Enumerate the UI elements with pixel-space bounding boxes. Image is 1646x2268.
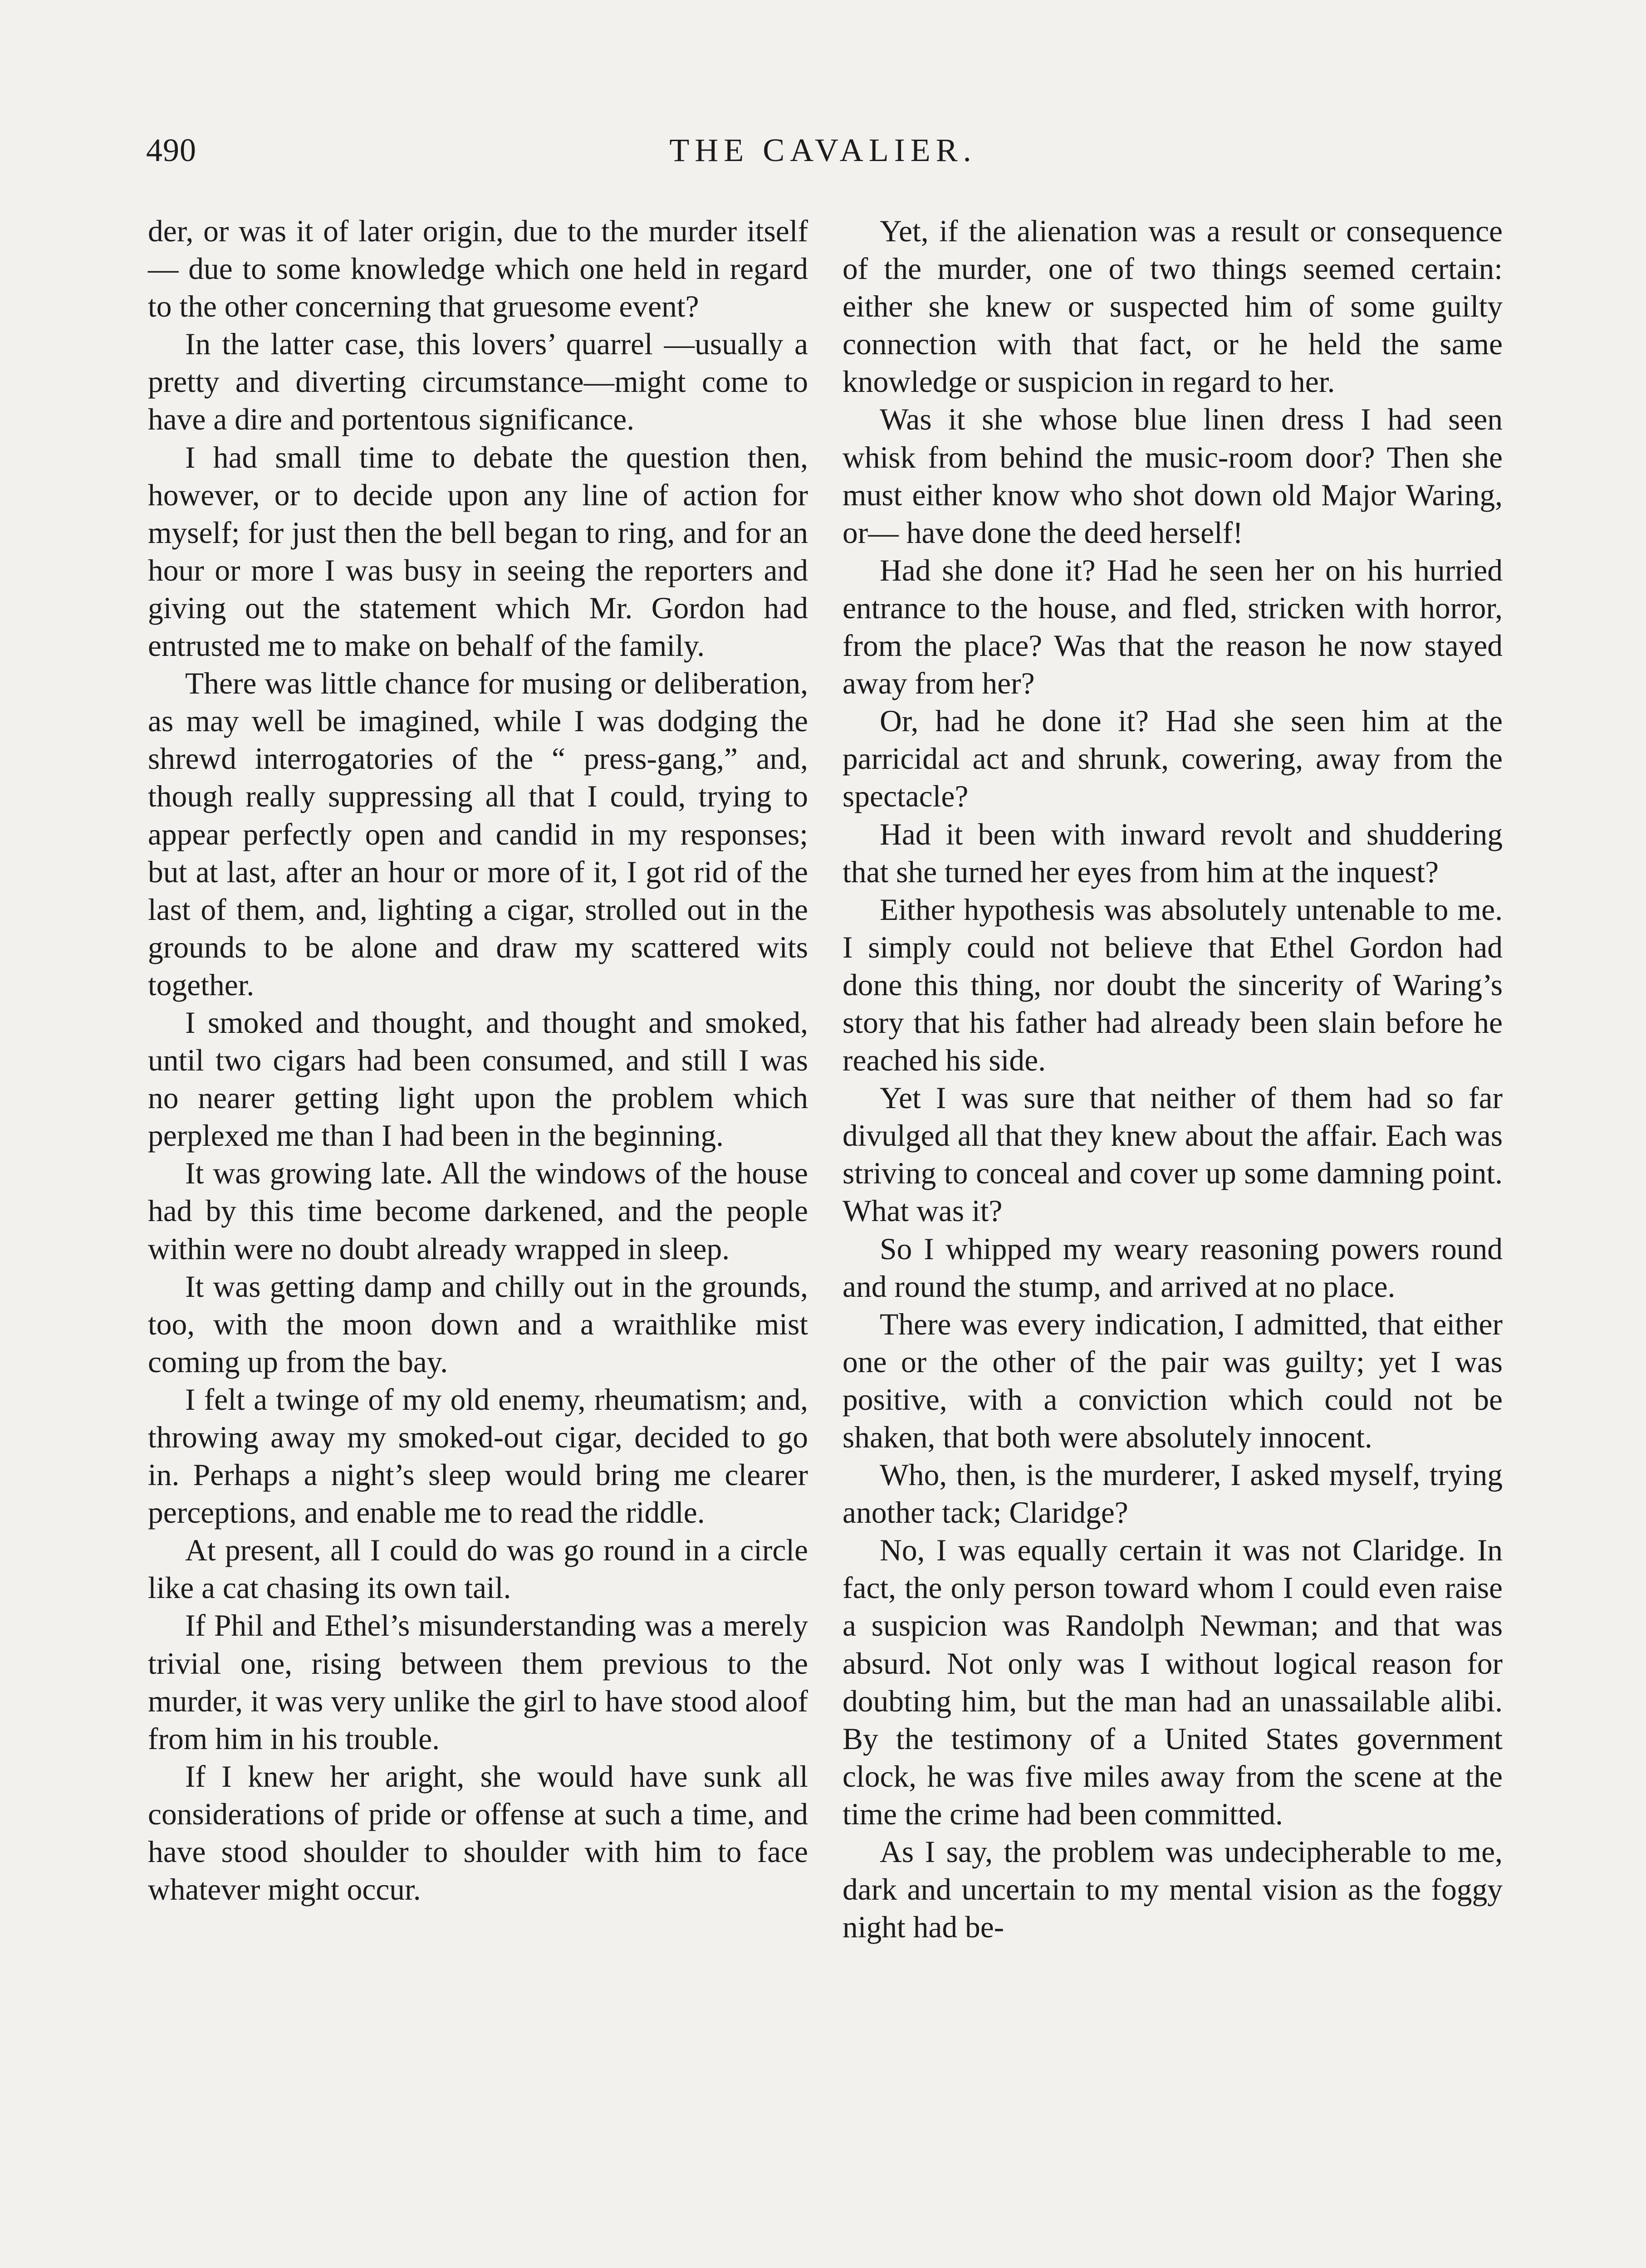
paragraph: Was it she whose blue linen dress I had seen whisk from behind the music-room door? Then she must either know who shot down old Major Waring, or— have done the deed herself! (843, 402, 1503, 550)
paragraph: As I say, the problem was undecipherable to me, dark and uncertain to my mental vision as the foggy night had be- (843, 1835, 1503, 1945)
paragraph: I felt a twinge of my old enemy, rheumatism; and, throwing away my smoked-out cigar, decided to go in. Perhaps a night’s sleep would bring me clearer perceptions, and enable me to read the riddle. (148, 1382, 808, 1530)
paragraph: If Phil and Ethel’s misunderstanding was a merely trivial one, rising between them previous to the murder, it was very unlike the girl to have stood aloof from him in his trouble. (148, 1608, 808, 1756)
paragraph: Yet I was sure that neither of them had so far divulged all that they knew about the affair. Each was striving to conceal and cover up some damning point. What was it? (843, 1081, 1503, 1228)
paragraph: Yet, if the alienation was a result or consequence of the murder, one of two things seemed certain: either she knew or suspected him of some guilty connection with that fact, or he held the same knowledge or suspicion in regard to her. (843, 214, 1503, 399)
paragraph: In the latter case, this lovers’ quarrel —usually a pretty and diverting circumstance—might come to have a dire and portentous significance. (148, 327, 808, 437)
left-text-column (148, 212, 808, 1908)
page-header (146, 127, 1500, 191)
paragraph: It was getting damp and chilly out in the grounds, too, with the moon down and a wraithlike mist coming up from the bay. (148, 1269, 808, 1379)
paragraph: I smoked and thought, and thought and smoked, until two cigars had been consumed, and still I was no nearer getting light upon the problem which perplexed me than I had been in the beginning. (148, 1005, 808, 1153)
right-text-column (843, 212, 1503, 1946)
page-number: 490 (146, 132, 196, 168)
paragraph: Had she done it? Had he seen her on his hurried entrance to the house, and fled, stricken with horror, from the place? Was that the reason he now stayed away from her? (843, 553, 1503, 701)
paragraph: If I knew her aright, she would have sunk all considerations of pride or offense at such a time, and have stood shoulder to shoulder with him to face whatever might occur. (148, 1759, 808, 1907)
paragraph: There was little chance for musing or deliberation, as may well be imagined, while I was dodging the shrewd interrogatories of the “ press-gang,” and, though really suppressing all that I could, trying to appear perfectly open and candid in my responses; but at last, after an hour or more of it, I got rid of the last of them, and, lighting a cigar, strolled out in the grounds to be alone and draw my scattered wits together. (148, 666, 808, 1002)
paragraph: Or, had he done it? Had she seen him at the parricidal act and shrunk, cowering, away from the spectacle? (843, 704, 1503, 814)
paragraph: No, I was equally certain it was not Claridge. In fact, the only person toward whom I could even raise a suspicion was Randolph Newman; and that was absurd. Not only was I without logical reason for doubting him, but the man had an unassailable alibi. By the testimony of a United States government clock, he was five miles away from the scene at the time the crime had been committed. (843, 1533, 1503, 1831)
paragraph: There was every indication, I admitted, that either one or the other of the pair was guilty; yet I was positive, with a conviction which could not be shaken, that both were absolutely innocent. (843, 1307, 1503, 1454)
paragraph: Either hypothesis was absolutely untenable to me. I simply could not believe that Ethel Gordon had done this thing, nor doubt the sincerity of Waring’s story that his father had already been slain before he reached his side. (843, 892, 1503, 1078)
running-title: THE CAVALIER. (669, 132, 977, 168)
paragraph: I had small time to debate the question then, however, or to decide upon any line of action for myself; for just then the bell began to ring, and for an hour or more I was busy in seeing the reporters and giving out the statement which Mr. Gordon had entrusted me to make on behalf of the family. (148, 440, 808, 663)
paragraph: der, or was it of later origin, due to the murder itself — due to some knowledge which one held in regard to the other concerning that gruesome event? (148, 214, 808, 324)
paragraph: Who, then, is the murderer, I asked myself, trying another tack; Claridge? (843, 1458, 1503, 1530)
paragraph: At present, all I could do was go round in a circle like a cat chasing its own tail. (148, 1533, 808, 1605)
paragraph: Had it been with inward revolt and shuddering that she turned her eyes from him at the inquest? (843, 817, 1503, 889)
paragraph: It was growing late. All the windows of the house had by this time become darkened, and the people within were no doubt already wrapped in sleep. (148, 1156, 808, 1266)
paragraph: So I whipped my weary reasoning powers round and round the stump, and arrived at no place. (843, 1232, 1503, 1304)
